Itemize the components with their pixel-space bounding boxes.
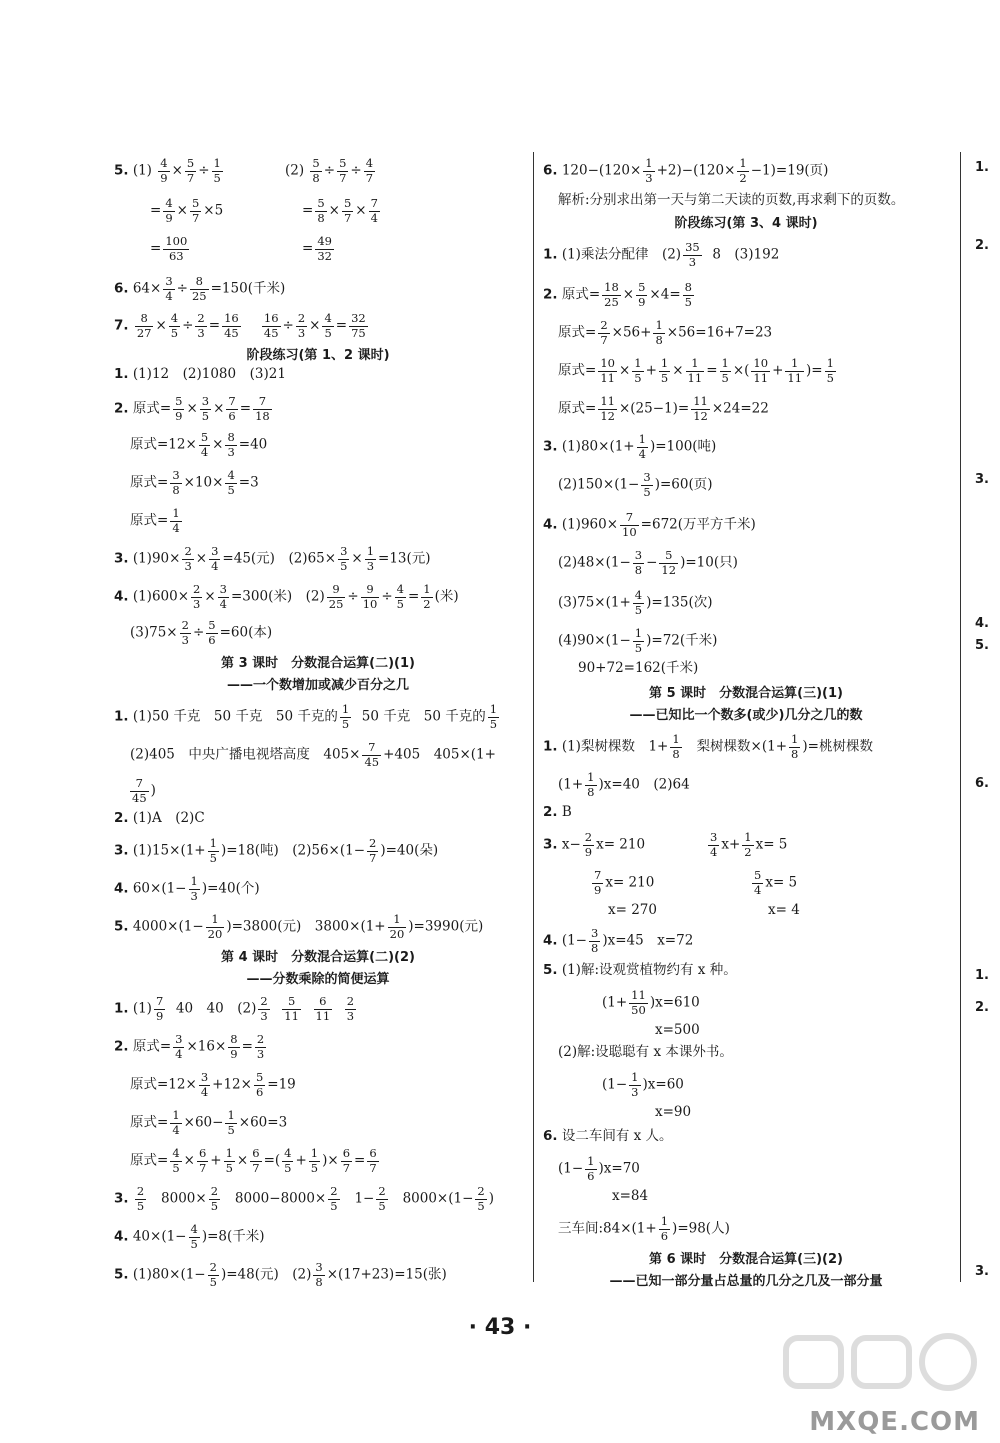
lesson5-q5-a: 5. (1)解:设观赏植物约有 x 种。 bbox=[543, 962, 737, 978]
section-subtitle-lesson5: ——已知比一个数多(或少)几分之几的数 bbox=[629, 708, 863, 723]
section-title-lesson3: 第 3 课时 分数混合运算(二)(1) bbox=[221, 656, 415, 671]
fraction: $\frac{1}{11}$ bbox=[687, 356, 703, 385]
stage34-q2-line4: 原式= $\frac{11}{12}$ ×(25−1)= $\frac{11}{12}$ ×24=22 bbox=[558, 394, 769, 423]
fraction: $\frac{4}{7}$ bbox=[365, 156, 374, 185]
stage34-q3-line1: 3. (1)80×(1+ $\frac{1}{4}$ )=100(吨) bbox=[543, 432, 717, 461]
lesson3-q3: 3. (1)15×(1+ $\frac{1}{5}$ )=18(吨) (2)56×(1− $\frac{2}{7}$ )=40(朵) bbox=[114, 836, 439, 865]
fraction: $\frac{2}{3}$ bbox=[256, 1032, 265, 1061]
fraction: $\frac{7}{45}$ bbox=[132, 776, 147, 805]
lesson5-q5-e: (2)解:设聪聪有 x 本课外书。 bbox=[558, 1044, 733, 1060]
fraction: $\frac{4}{5}$ bbox=[227, 468, 235, 497]
fraction: $\frac{2}{7}$ bbox=[600, 318, 608, 347]
fraction: $\frac{2}{5}$ bbox=[477, 1184, 485, 1213]
fraction: $\frac{1}{5}$ bbox=[660, 356, 669, 385]
stage12-q1: 1. (1)12 (2)1080 (3)21 bbox=[114, 366, 286, 382]
section-title-stage34: 阶段练习(第 3、4 课时) bbox=[674, 216, 818, 231]
fraction: $\frac{1}{5}$ bbox=[225, 1146, 233, 1175]
fraction: $\frac{1}{8}$ bbox=[655, 318, 663, 347]
lesson5-q6-a: 6. 设二车间有 x 人。 bbox=[543, 1128, 673, 1144]
fraction: $\frac{3}{8}$ bbox=[634, 548, 643, 577]
page-number: · 43 · bbox=[468, 1315, 532, 1340]
stage34-q4-line5: 90+72=162(千米) bbox=[578, 660, 699, 676]
fraction: $\frac{3}{5}$ bbox=[201, 394, 210, 423]
fraction: $\frac{11}{12}$ bbox=[600, 394, 615, 423]
lesson5-q4: 4. (1− $\frac{3}{8}$ )x=45 x=72 bbox=[543, 926, 694, 955]
r-q6: 6. 120−(120× $\frac{1}{3}$ +2)−(120× $\frac{1}{2}$ −1)=19(页) bbox=[543, 156, 829, 185]
fraction: $\frac{5}{9}$ bbox=[175, 394, 183, 423]
fraction: $\frac{1}{4}$ bbox=[638, 432, 646, 461]
fraction: $\frac{1}{5}$ bbox=[634, 626, 643, 655]
lesson5-q5-f: (1− $\frac{1}{3}$ )x=60 bbox=[602, 1070, 684, 1099]
fraction: $\frac{5}{7}$ bbox=[191, 196, 200, 225]
stage12-q2-line3: 原式= $\frac{3}{8}$ ×10× $\frac{4}{5}$ =3 bbox=[130, 468, 259, 497]
fraction: $\frac{2}{5}$ bbox=[210, 1184, 219, 1213]
lesson5-q5-b: (1+ $\frac{11}{50}$ )x=610 bbox=[602, 988, 700, 1017]
fraction: $\frac{18}{25}$ bbox=[604, 280, 619, 309]
fraction: $\frac{5}{11}$ bbox=[284, 994, 299, 1023]
fraction: $\frac{5}{4}$ bbox=[754, 868, 762, 897]
fraction: $\frac{7}{18}$ bbox=[255, 394, 270, 423]
fraction: $\frac{1}{2}$ bbox=[744, 830, 752, 859]
fraction: $\frac{16}{45}$ bbox=[224, 311, 239, 340]
lesson3-q1-line2: (2)405 中央广播电视塔高度 405× $\frac{7}{45}$ +405 405×(1+ bbox=[130, 740, 496, 769]
fraction: $\frac{2}{7}$ bbox=[369, 836, 377, 865]
fraction: $\frac{7}{9}$ bbox=[155, 994, 164, 1023]
fraction: $\frac{1}{5}$ bbox=[634, 356, 642, 385]
fraction: $\frac{2}{3}$ bbox=[181, 618, 189, 647]
fraction: $\frac{2}{3}$ bbox=[297, 311, 306, 340]
fraction: $\frac{49}{32}$ bbox=[317, 234, 332, 263]
stage34-q1: 1. (1)乘法分配律 (2) $\frac{35}{3}$ 8 (3)192 bbox=[543, 240, 780, 269]
edge-label: 2. bbox=[975, 238, 989, 253]
stage12-q2-line4: 原式= $\frac{1}{4}$ bbox=[130, 506, 180, 535]
fraction: $\frac{1}{5}$ bbox=[209, 836, 217, 865]
lesson4-q5: 5. (1)80×(1− $\frac{2}{5}$ )=48(元) (2) $\frac{3}{8}$ ×(17+23)=15(张) bbox=[114, 1260, 447, 1289]
fraction: $\frac{1}{5}$ bbox=[721, 356, 729, 385]
lesson4-q2-line3: 原式= $\frac{1}{4}$ ×60− $\frac{1}{5}$ ×60=3 bbox=[130, 1108, 288, 1137]
fraction: $\frac{2}{3}$ bbox=[346, 994, 355, 1023]
fraction: $\frac{3}{5}$ bbox=[340, 544, 348, 573]
lesson4-q1: 1. (1) $\frac{7}{9}$ 40 40 (2) $\frac{2}{3}$ $\frac{5}{11}$ $\frac{6}{11}$ $\frac{2}{3}$ bbox=[114, 994, 355, 1023]
q6: 6. 64× $\frac{3}{4}$ ÷ $\frac{8}{25}$ =150(千米) bbox=[114, 274, 286, 303]
fraction: $\frac{7}{45}$ bbox=[364, 740, 380, 769]
fraction: $\frac{1}{3}$ bbox=[631, 1070, 639, 1099]
stage34-q2-line2: 原式= $\frac{2}{7}$ ×56+ $\frac{1}{8}$ ×56=16+7=23 bbox=[558, 318, 773, 347]
fraction: $\frac{3}{4}$ bbox=[165, 274, 173, 303]
fraction: $\frac{1}{20}$ bbox=[207, 912, 223, 941]
fraction: $\frac{2}{3}$ bbox=[197, 311, 205, 340]
edge-label: 3. bbox=[975, 1264, 989, 1279]
fraction: $\frac{5}{8}$ bbox=[317, 196, 325, 225]
stage12-q3: 3. (1)90× $\frac{2}{3}$ × $\frac{3}{4}$ =45(元) (2)65× $\frac{3}{5}$ × $\frac{1}{3}$ =13(元) bbox=[114, 544, 431, 573]
fraction: $\frac{2}{5}$ bbox=[209, 1260, 217, 1289]
section-title-lesson4: 第 4 课时 分数混合运算(二)(2) bbox=[221, 950, 415, 965]
edge-label: 1. bbox=[975, 160, 989, 175]
r-q6-note: 解析:分别求出第一天与第二天读的页数,再求剩下的页数。 bbox=[558, 192, 905, 208]
fraction: $\frac{2}{5}$ bbox=[378, 1184, 386, 1213]
fraction: $\frac{1}{2}$ bbox=[423, 582, 431, 611]
fraction: $\frac{4}{5}$ bbox=[284, 1146, 292, 1175]
fraction: $\frac{3}{4}$ bbox=[175, 1032, 183, 1061]
fraction: $\frac{5}{8}$ bbox=[312, 156, 320, 185]
lesson4-q4: 4. 40×(1− $\frac{4}{5}$ )=8(千米) bbox=[114, 1222, 265, 1251]
column-divider bbox=[533, 152, 534, 1282]
q5-2-line2: = $\frac{5}{8}$ × $\frac{5}{7}$ × $\frac{7}{4}$ bbox=[302, 196, 378, 225]
edge-label: 2. bbox=[975, 1000, 989, 1015]
fraction: $\frac{1}{4}$ bbox=[172, 1108, 180, 1137]
lesson4-q2-line2: 原式=12× $\frac{3}{4}$ +12× $\frac{5}{6}$ =19 bbox=[130, 1070, 296, 1099]
fraction: $\frac{3}{8}$ bbox=[315, 1260, 323, 1289]
fraction: $\frac{1}{8}$ bbox=[791, 732, 799, 761]
fraction: $\frac{6}{7}$ bbox=[369, 1146, 377, 1175]
fraction: $\frac{11}{12}$ bbox=[693, 394, 708, 423]
lesson5-q1-line1: 1. (1)梨树棵数 1+ $\frac{1}{8}$ 梨树棵数×(1+ $\frac{1}{8}$ )=桃树棵数 bbox=[543, 732, 873, 761]
stage34-q2-line3: 原式= $\frac{10}{11}$ × $\frac{1}{5}$ + $\frac{1}{5}$ × $\frac{1}{11}$ = $\frac{1}{5}$ ×( $\frac{10}{11}$ + $\frac{1}{11}$ )= $\frac{1}{5}$ bbox=[558, 356, 834, 385]
fraction: $\frac{3}{8}$ bbox=[591, 926, 599, 955]
lesson5-q3-2-line1: $\frac{3}{4}$ x+ $\frac{1}{2}$ x= 5 bbox=[710, 830, 788, 859]
q5-line1: 5. (1) $\frac{4}{9}$ × $\frac{5}{7}$ ÷ $\frac{1}{5}$ bbox=[114, 156, 221, 185]
fraction: $\frac{3}{4}$ bbox=[200, 1070, 209, 1099]
fraction: $\frac{8}{5}$ bbox=[684, 280, 692, 309]
right-edge-rule bbox=[960, 152, 961, 1282]
fraction: $\frac{9}{10}$ bbox=[362, 582, 378, 611]
lesson3-q1-line3: $\frac{7}{45}$ ) bbox=[132, 776, 156, 805]
fraction: $\frac{1}{5}$ bbox=[341, 702, 350, 731]
fraction: $\frac{2}{9}$ bbox=[584, 830, 593, 859]
q5-line2: = $\frac{4}{9}$ × $\frac{5}{7}$ ×5 bbox=[150, 196, 224, 225]
fraction: $\frac{1}{5}$ bbox=[310, 1146, 319, 1175]
fraction: $\frac{6}{7}$ bbox=[252, 1146, 260, 1175]
fraction: $\frac{5}{9}$ bbox=[638, 280, 646, 309]
fraction: $\frac{35}{3}$ bbox=[685, 240, 700, 269]
fraction: $\frac{3}{4}$ bbox=[211, 544, 219, 573]
fraction: $\frac{7}{4}$ bbox=[370, 196, 378, 225]
lesson5-q1-line2: (1+ $\frac{1}{8}$ )x=40 (2)64 bbox=[558, 770, 690, 799]
section-title-stage12: 阶段练习(第 1、2 课时) bbox=[246, 348, 390, 363]
fraction: $\frac{2}{5}$ bbox=[136, 1184, 145, 1213]
fraction: $\frac{4}{5}$ bbox=[634, 588, 643, 617]
stage34-q4-line4: (4)90×(1− $\frac{1}{5}$ )=72(千米) bbox=[558, 626, 718, 655]
fraction: $\frac{2}{3}$ bbox=[184, 544, 192, 573]
fraction: $\frac{1}{2}$ bbox=[739, 156, 747, 185]
lesson5-q3-line3: x= 270 bbox=[608, 902, 657, 918]
fraction: $\frac{1}{3}$ bbox=[190, 874, 198, 903]
lesson5-q6-e: 三车间:84×(1+ $\frac{1}{6}$ )=98(人) bbox=[558, 1214, 730, 1243]
lesson5-q5-c: x=500 bbox=[655, 1022, 700, 1038]
stage34-q4-line3: (3)75×(1+ $\frac{4}{5}$ )=135(次) bbox=[558, 588, 713, 617]
stage12-q4-line2: (3)75× $\frac{2}{3}$ ÷ $\frac{5}{6}$ =60(本) bbox=[130, 618, 273, 647]
section-title-lesson5: 第 5 课时 分数混合运算(三)(1) bbox=[649, 686, 843, 701]
fraction: $\frac{1}{20}$ bbox=[389, 912, 405, 941]
fraction: $\frac{8}{25}$ bbox=[191, 274, 207, 303]
lesson5-q3-line1: 3. x− $\frac{2}{9}$ x= 210 bbox=[543, 830, 646, 859]
fraction: $\frac{1}{8}$ bbox=[672, 732, 680, 761]
fraction: $\frac{6}{7}$ bbox=[198, 1146, 207, 1175]
fraction: $\frac{8}{3}$ bbox=[227, 430, 235, 459]
fraction: $\frac{1}{3}$ bbox=[366, 544, 375, 573]
fraction: $\frac{1}{6}$ bbox=[587, 1154, 595, 1183]
section-subtitle-lesson3: ——一个数增加或减少百分之几 bbox=[226, 678, 410, 693]
fraction: $\frac{1}{5}$ bbox=[213, 156, 221, 185]
edge-label: 5. bbox=[975, 638, 989, 653]
lesson5-q6-d: x=84 bbox=[612, 1188, 649, 1204]
section-subtitle-lesson6: ——已知一部分量占总量的几分之几及一部分量 bbox=[609, 1274, 883, 1289]
fraction: $\frac{5}{4}$ bbox=[200, 430, 209, 459]
fraction: $\frac{5}{7}$ bbox=[186, 156, 195, 185]
lesson5-q3-2-line2: $\frac{5}{4}$ x= 5 bbox=[754, 868, 798, 897]
fraction: $\frac{5}{7}$ bbox=[343, 196, 352, 225]
fraction: $\frac{5}{12}$ bbox=[661, 548, 677, 577]
fraction: $\frac{7}{6}$ bbox=[228, 394, 236, 423]
fraction: $\frac{3}{8}$ bbox=[172, 468, 180, 497]
fraction: $\frac{4}{5}$ bbox=[172, 1146, 180, 1175]
stage12-q2-line1: 2. 原式= $\frac{5}{9}$ × $\frac{3}{5}$ × $\frac{7}{6}$ = $\frac{7}{18}$ bbox=[114, 394, 270, 423]
fraction: $\frac{2}{5}$ bbox=[330, 1184, 338, 1213]
fraction: $\frac{4}{9}$ bbox=[165, 196, 173, 225]
lesson3-q5: 5. 4000×(1− $\frac{1}{20}$ )=3800(元) 3800×(1+ $\frac{1}{20}$ )=3990(元) bbox=[114, 912, 484, 941]
section-subtitle-lesson4: ——分数乘除的简便运算 bbox=[246, 972, 390, 987]
fraction: $\frac{9}{25}$ bbox=[328, 582, 344, 611]
fraction: $\frac{5}{6}$ bbox=[255, 1070, 264, 1099]
fraction: $\frac{3}{4}$ bbox=[219, 582, 227, 611]
fraction: $\frac{6}{11}$ bbox=[315, 994, 331, 1023]
edge-label: 6. bbox=[975, 776, 989, 791]
fraction: $\frac{1}{5}$ bbox=[489, 702, 498, 731]
stage12-q4-line1: 4. (1)600× $\frac{2}{3}$ × $\frac{3}{4}$ =300(米) (2) $\frac{9}{25}$ ÷ $\frac{9}{10}$ ÷ $\frac{4}{5}$ = $\frac{1}{2}$ (米) bbox=[114, 582, 459, 611]
lesson3-q2: 2. (1)A (2)C bbox=[114, 810, 205, 826]
stage12-q2-line2: 原式=12× $\frac{5}{4}$ × $\frac{8}{3}$ =40 bbox=[130, 430, 268, 459]
fraction: $\frac{8}{9}$ bbox=[230, 1032, 238, 1061]
lesson4-q2-line4: 原式= $\frac{4}{5}$ × $\frac{6}{7}$ + $\frac{1}{5}$ × $\frac{6}{7}$ =( $\frac{4}{5}$ + $\frac{1}{5}$ )× $\frac{6}{7}$ = $\frac{6}{7}$ bbox=[130, 1146, 377, 1175]
lesson4-q3: 3. $\frac{2}{5}$ 8000× $\frac{2}{5}$ 8000−8000× $\frac{2}{5}$ 1− $\frac{2}{5}$ 8000×(1− $\frac{2}{5}$ ) bbox=[114, 1184, 495, 1213]
lesson5-q2: 2. B bbox=[543, 804, 572, 820]
q5-line3: = $\frac{100}{63}$ bbox=[150, 234, 188, 263]
fraction: $\frac{5}{7}$ bbox=[339, 156, 347, 185]
fraction: $\frac{10}{11}$ bbox=[753, 356, 769, 385]
fraction: $\frac{1}{11}$ bbox=[787, 356, 803, 385]
fraction: $\frac{8}{27}$ bbox=[136, 311, 152, 340]
fraction: $\frac{1}{6}$ bbox=[660, 1214, 669, 1243]
lesson5-q5-h: x=90 bbox=[655, 1104, 692, 1120]
fraction: $\frac{16}{45}$ bbox=[263, 311, 279, 340]
fraction: $\frac{10}{11}$ bbox=[600, 356, 615, 385]
fraction: $\frac{1}{4}$ bbox=[172, 506, 180, 535]
stage34-q4-line2: (2)48×(1− $\frac{3}{8}$ − $\frac{5}{12}$ )=10(只) bbox=[558, 548, 738, 577]
fraction: $\frac{1}{3}$ bbox=[645, 156, 653, 185]
fraction: $\frac{3}{4}$ bbox=[710, 830, 718, 859]
fraction: $\frac{4}{9}$ bbox=[160, 156, 168, 185]
fraction: $\frac{1}{5}$ bbox=[826, 356, 834, 385]
stage34-q4-line1: 4. (1)960× $\frac{7}{10}$ =672(万平方千米) bbox=[543, 510, 756, 539]
lesson5-q3-2-line3: x= 4 bbox=[768, 902, 800, 918]
stage34-q3-line2: (2)150×(1− $\frac{3}{5}$ )=60(页) bbox=[558, 470, 713, 499]
fraction: $\frac{5}{6}$ bbox=[208, 618, 216, 647]
fraction: $\frac{4}{5}$ bbox=[170, 311, 179, 340]
fraction: $\frac{1}{8}$ bbox=[587, 770, 595, 799]
watermark-text: MXQE.COM bbox=[809, 1407, 980, 1437]
fraction: $\frac{11}{50}$ bbox=[631, 988, 646, 1017]
fraction: $\frac{3}{5}$ bbox=[643, 470, 651, 499]
fraction: $\frac{2}{3}$ bbox=[260, 994, 268, 1023]
fraction: $\frac{6}{7}$ bbox=[342, 1146, 351, 1175]
lesson5-q3-line2: $\frac{7}{9}$ x= 210 bbox=[594, 868, 655, 897]
lesson5-q6-b: (1− $\frac{1}{6}$ )x=70 bbox=[558, 1154, 640, 1183]
section-title-lesson6: 第 6 课时 分数混合运算(三)(2) bbox=[649, 1252, 843, 1267]
lesson3-q4: 4. 60×(1− $\frac{1}{3}$ )=40(个) bbox=[114, 874, 260, 903]
edge-label: 4. bbox=[975, 616, 989, 631]
fraction: $\frac{7}{9}$ bbox=[594, 868, 602, 897]
q7: 7. $\frac{8}{27}$ × $\frac{4}{5}$ ÷ $\frac{2}{3}$ = $\frac{16}{45}$ $\frac{16}{45}$ ÷ $\frac{2}{3}$ × $\frac{4}{5}$ = $\frac{32}{75}$ bbox=[114, 311, 366, 340]
lesson4-q2-line1: 2. 原式= $\frac{3}{4}$ ×16× $\frac{8}{9}$ = $\frac{2}{3}$ bbox=[114, 1032, 265, 1061]
fraction: $\frac{100}{63}$ bbox=[165, 234, 188, 263]
lesson3-q1-line1: 1. (1)50 千克 50 千克 50 千克的 $\frac{1}{5}$ 50 千克 50 千克的 $\frac{1}{5}$ bbox=[114, 702, 498, 731]
fraction: $\frac{7}{10}$ bbox=[622, 510, 637, 539]
edge-label: 1. bbox=[975, 968, 989, 983]
fraction: $\frac{4}{5}$ bbox=[324, 311, 332, 340]
q5-2-line3: = $\frac{49}{32}$ bbox=[302, 234, 332, 263]
fraction: $\frac{4}{5}$ bbox=[396, 582, 404, 611]
fraction: $\frac{1}{5}$ bbox=[227, 1108, 235, 1137]
q5-2-line1: (2) $\frac{5}{8}$ ÷ $\frac{5}{7}$ ÷ $\frac{4}{7}$ bbox=[285, 156, 374, 185]
fraction: $\frac{4}{5}$ bbox=[190, 1222, 198, 1251]
edge-label: 3. bbox=[975, 472, 989, 487]
fraction: $\frac{2}{3}$ bbox=[193, 582, 201, 611]
stage34-q2-line1: 2. 原式= $\frac{18}{25}$ × $\frac{5}{9}$ ×4= $\frac{8}{5}$ bbox=[543, 280, 692, 309]
fraction: $\frac{32}{75}$ bbox=[351, 311, 366, 340]
